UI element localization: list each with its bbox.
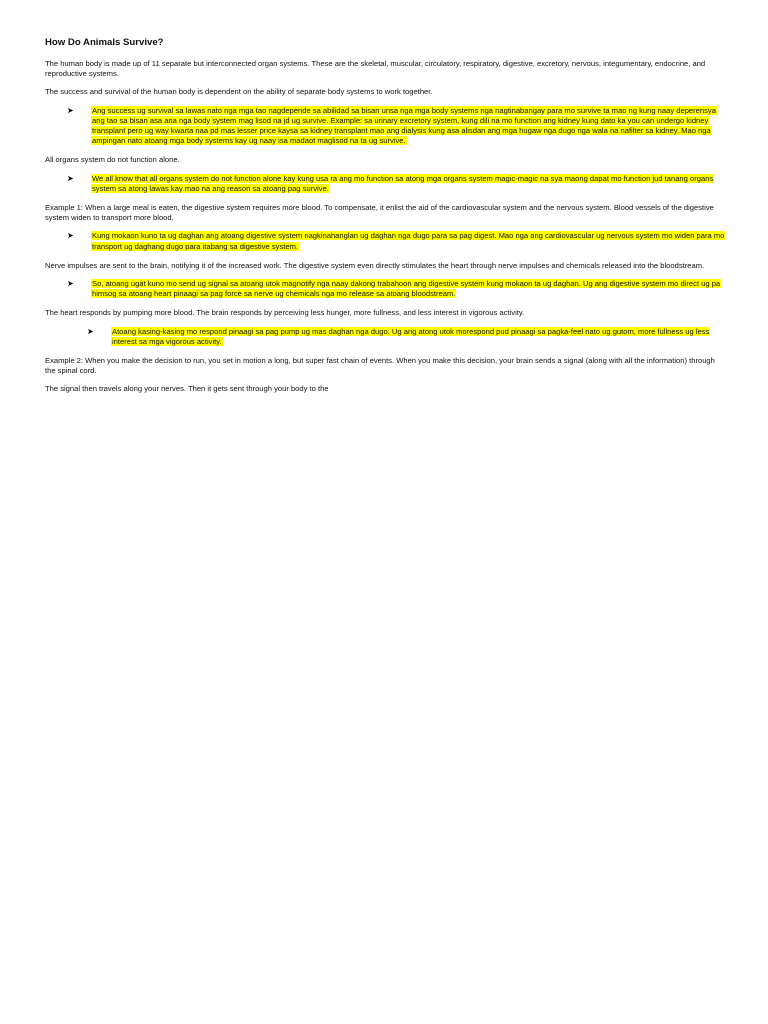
paragraph: Example 1: When a large meal is eaten, the digestive system requires more blood. To compensate, it enlist the aid of the cardiovascular system and the nervous system. Blood vessels of the digestive system widen to transport more blood. — [45, 203, 714, 223]
highlighted-bullet — [45, 174, 725, 194]
highlighted-text: Atoang kasing-kasing mo respond pinaagi sa pag pump ug mas daghan nga dugo. Ug ang atong utok morespond pud pinaagi sa pagka-feel nato ug gutom, more fullness ug less interest sa mga vigorous activity. — [112, 326, 710, 346]
highlighted-bullet — [45, 327, 725, 347]
highlighted-bullet — [45, 231, 725, 251]
arrowhead-bullet-icon: ➤ — [87, 326, 94, 336]
paragraph: Example 2: When you make the decision to run, you set in motion a long, but super fast chain of events. When you make this decision, your brain sends a signal (along with all the information) through the spinal cord. — [45, 356, 715, 376]
arrowhead-bullet-icon: ➤ — [67, 173, 74, 183]
paragraph: The signal then travels along your nerves. Then it gets sent through your body to the — [45, 384, 329, 394]
paragraph: The heart responds by pumping more blood. The brain responds by perceiving less hunger, more fullness, and less interest in vigorous activity. — [45, 308, 525, 318]
highlighted-text: Ang success ug survival sa lawas nato nga mga tao nagdepende sa abilidad sa bisan unsa nga mga body systems nga nagtinabangay para mo survive ta mao ng kung naay deperensya ang tao sa bisan asa ana nga body system mag lisod na jd ug survive. Example: sa urinary excretory system, kung dili na mo function ang kidney kung dato ka you can undergo kidney transplant pero ug way kwarta naa pd mas lesser price kaysa sa kidney transplant mao ang dialysis kung asa alisdan ang mga hugaw nga dugo nga wala na nafilter sa kidney. Mao nga ampingan nato atoang mga body systems kay ug naay isa madaot maglisod na ta ug survive. — [92, 105, 716, 146]
paragraph: The human body is made up of 11 separate but interconnected organ systems. These are the skeletal, muscular, circulatory, respiratory, digestive, excretory, nervous, integumentary, endocrine, and reproductive systems. — [45, 59, 706, 79]
highlighted-bullet — [45, 279, 725, 299]
arrowhead-bullet-icon: ➤ — [67, 231, 74, 241]
page-title: How Do Animals Survive? — [45, 37, 164, 48]
document-content — [45, 36, 725, 403]
arrowhead-bullet-icon: ➤ — [67, 279, 74, 289]
highlighted-bullet — [45, 106, 725, 147]
highlighted-text: So, atoang ugat kuno mo send ug signal sa atoang utok magnotify nga naay dakong trabahoon ang digestive system kung mokaon ta ug daghan. Ug ang digestive system mo direct ug pa himsog sa atoang heart pinaagi sa pag force sa nerve ug chemicals nga mo release sa atoang bloodstream. — [92, 279, 721, 299]
highlighted-text: We all know that all organs system do not function alone kay kung usa ra ang mo function sa atong mga organs system magic-magic na sya maong dapat mo function jud tanang organs system sa atong lawas kay mao na ang reason sa atoang pag survive. — [92, 173, 714, 193]
paragraph: Nerve impulses are sent to the brain, notifying it of the increased work. The digestive system even directly stimulates the heart through nerve impulses and chemicals released into the bloodstream. — [45, 260, 705, 270]
paragraph: The success and survival of the human body is dependent on the ability of separate body systems to work together. — [45, 87, 433, 97]
highlighted-text: Kung mokaon kuno ta ug daghan ang atoang digestive system nagkinahanglan ug daghan nga dugo para sa pag digest. Mao nga ang cardiovascular ug nervous system mo widen para mo transport ug daghang dugo para itabang sa digestive system. — [92, 231, 725, 251]
arrowhead-bullet-icon: ➤ — [67, 105, 74, 115]
paragraph: All organs system do not function alone. — [45, 155, 180, 165]
